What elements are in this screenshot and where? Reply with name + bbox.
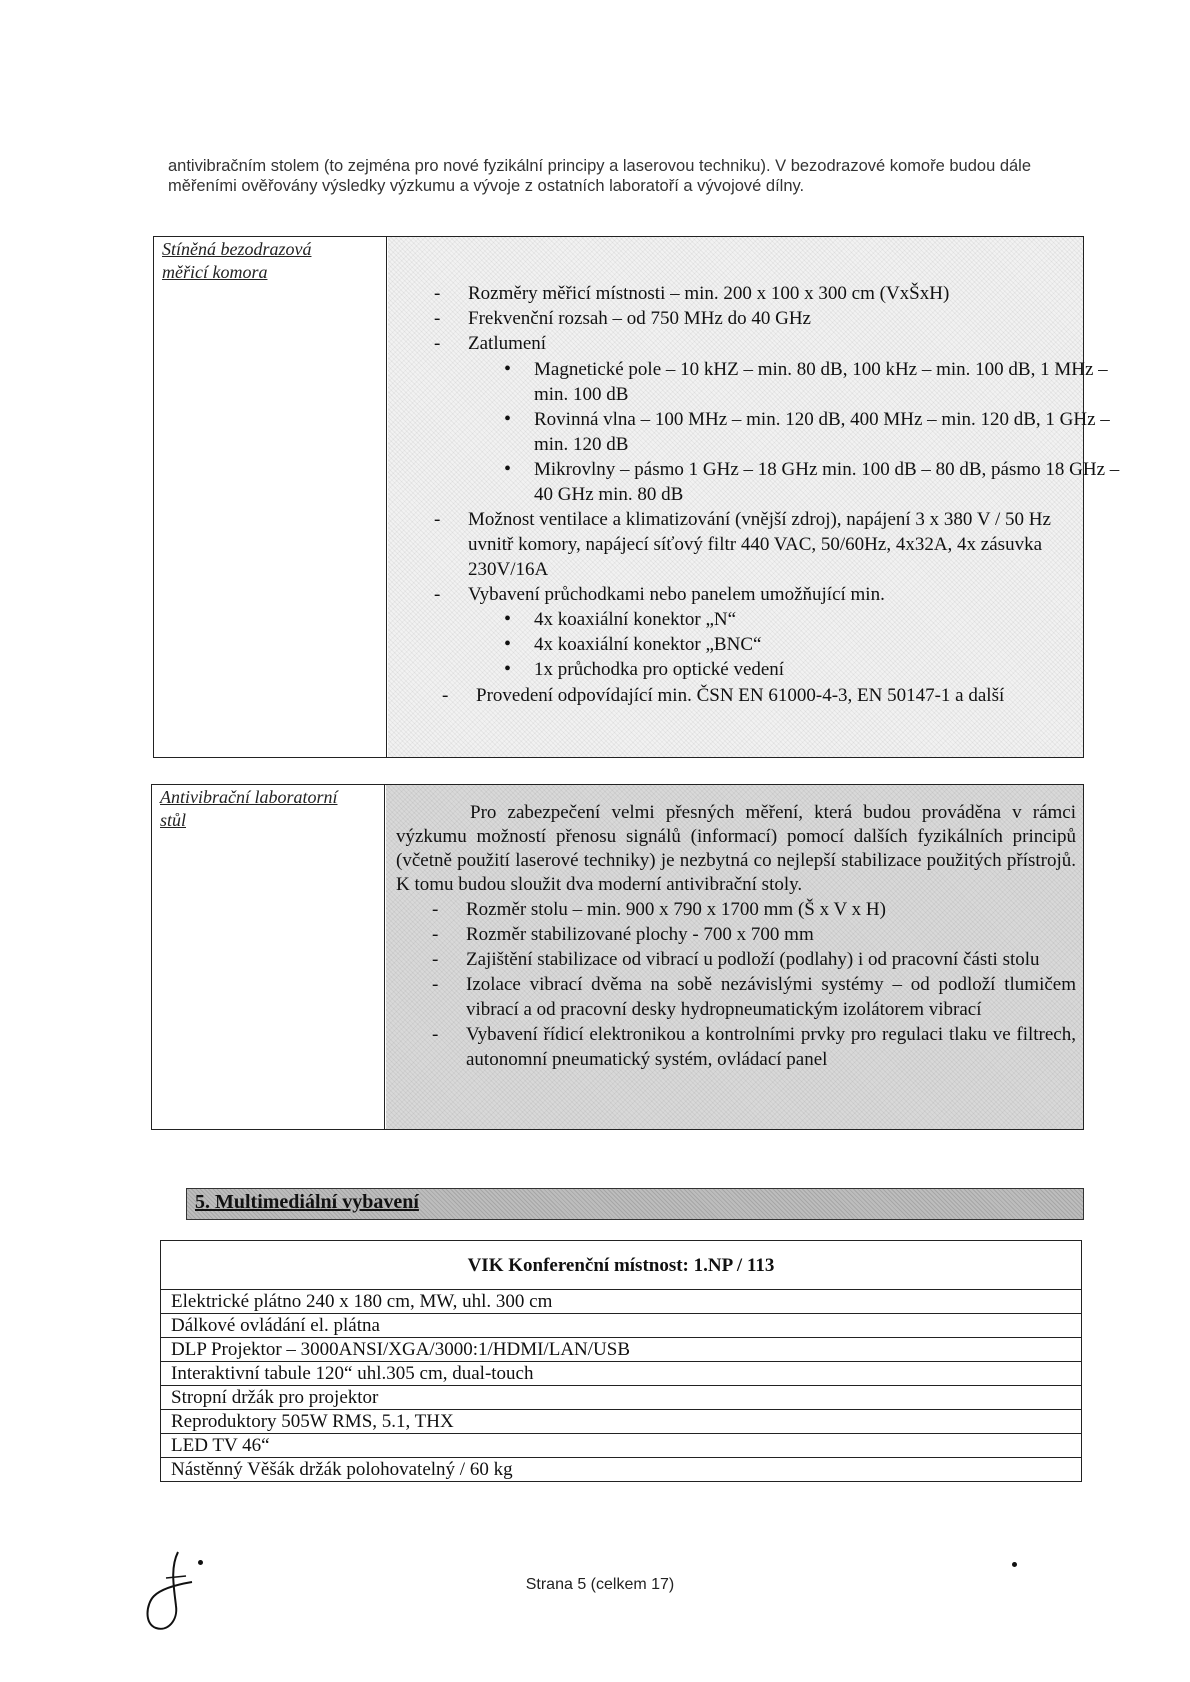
list-item: - Zatlumení — [468, 331, 1068, 356]
list-item: • Rovinná vlna – 100 MHz – min. 120 dB, 400 MHz – min. 120 dB, 1 GHz – min. 120 dB — [534, 407, 1134, 457]
antivibration-paragraph: Pro zabezpečení velmi přesných měření, která budou prováděna v rámci výzkumu možností přenosu signálů (informací) pomocí dalších fyzikálních principů (včetně použití laserové techniky) je nezbytná co nejlepší stabilizace použitých přístrojů. K tomu budou sloužit dva moderní antivibrační stoly. — [396, 802, 1076, 895]
table-row: Nástěnný Věšák držák polohovatelný / 60 kg — [161, 1458, 1082, 1482]
table-row: LED TV 46“ — [161, 1434, 1082, 1458]
list-item: • 4x koaxiální konektor „BNC“ — [534, 632, 1094, 657]
antivibration-label-cell — [152, 785, 385, 1129]
list-item: - Rozměr stolu – min. 900 x 790 x 1700 mm (Š x V x H) — [466, 897, 1076, 922]
antivibration-spec-list — [466, 897, 1076, 1072]
chamber-label-cell — [154, 237, 387, 757]
list-item: - Provedení odpovídající min. ČSN EN 61000-4-3, EN 50147-1 a další — [476, 683, 1086, 708]
list-item: - Vybavení průchodkami nebo panelem umožňující min. — [468, 582, 1080, 607]
intro-paragraph: antivibračním stolem (to zejména pro nové fyzikální principy a laserovou techniku). V bezodrazové komoře budou dále měřeními ověřovány výsledky výzkumu a vývoje z ostatních laboratoří a vývojové dílny. — [168, 157, 1032, 195]
chamber-content-cell — [388, 237, 1120, 757]
list-item: - Frekvenční rozsah – od 750 MHz do 40 GHz — [468, 306, 1068, 331]
spec-table-chamber — [153, 236, 1120, 758]
passthrough-bullet-list — [534, 607, 1094, 682]
antivibration-label-line1: Antivibrační laboratorní — [160, 787, 338, 807]
page-number: Strana 5 (celkem 17) — [525, 1576, 675, 1593]
margin-dot — [198, 1560, 203, 1565]
section-heading — [186, 1188, 1084, 1220]
equipment-table-header: VIK Konferenční místnost: 1.NP / 113 — [161, 1241, 1082, 1290]
margin-dot — [1012, 1562, 1017, 1567]
table-row: DLP Projektor – 3000ANSI/XGA/3000:1/HDMI/LAN/USB — [161, 1338, 1082, 1362]
spec-table-antivibration — [151, 784, 1084, 1130]
table-row: Stropní držák pro projektor — [161, 1386, 1082, 1410]
zatlumeni-bullet-list — [534, 357, 1134, 507]
antivibration-label-line2: stůl — [160, 810, 187, 830]
list-item: • 1x průchodka pro optické vedení — [534, 657, 1094, 682]
chamber-label-line2: měřicí komora — [162, 262, 268, 282]
chamber-spec-list-2 — [468, 507, 1080, 607]
table-row: Dálkové ovládání el. plátna — [161, 1314, 1082, 1338]
list-item: • 4x koaxiální konektor „N“ — [534, 607, 1094, 632]
list-item: • Mikrovlny – pásmo 1 GHz – 18 GHz min. 100 dB – 80 dB, pásmo 18 GHz – 40 GHz min. 80 dB — [534, 457, 1134, 507]
table-row: Reproduktory 505W RMS, 5.1, THX — [161, 1410, 1082, 1434]
list-item: - Izolace vibrací dvěma na sobě nezávislými systémy – od podloží tlumičem vibrací a od pracovní desky hydropneumatickým izolátorem vibrací — [466, 972, 1076, 1022]
section-title: 5. Multimediální vybavení — [195, 1191, 419, 1213]
table-row: Interaktivní tabule 120“ uhl.305 cm, dual-touch — [161, 1362, 1082, 1386]
list-item: - Možnost ventilace a klimatizování (vnější zdroj), napájení 3 x 380 V / 50 Hz uvnitř komory, napájecí síťový filtr 440 VAC, 50/60Hz, 4x32A, 4x zásuvka 230V/16A — [468, 507, 1080, 582]
list-item: - Rozměr stabilizované plochy - 700 x 700 mm — [466, 922, 1076, 947]
list-item: - Vybavení řídicí elektronikou a kontrolními prvky pro regulaci tlaku ve filtrech, autonomní pneumatický systém, ovládací panel — [466, 1022, 1076, 1072]
chamber-spec-list — [468, 281, 1068, 356]
chamber-spec-list-3 — [476, 683, 1086, 708]
list-item: • Magnetické pole – 10 kHZ – min. 80 dB, 100 kHz – min. 100 dB, 1 MHz – min. 100 dB — [534, 357, 1134, 407]
list-item: - Zajištění stabilizace od vibrací u podloží (podlahy) i od pracovní části stolu — [466, 947, 1076, 972]
chamber-label-line1: Stíněná bezodrazová — [162, 239, 312, 259]
table-row: Elektrické plátno 240 x 180 cm, MW, uhl. 300 cm — [161, 1290, 1082, 1314]
antivibration-content-cell — [386, 785, 1083, 1129]
list-item: - Rozměry měřicí místnosti – min. 200 x 100 x 300 cm (VxŠxH) — [468, 281, 1068, 306]
equipment-table — [160, 1240, 1082, 1482]
